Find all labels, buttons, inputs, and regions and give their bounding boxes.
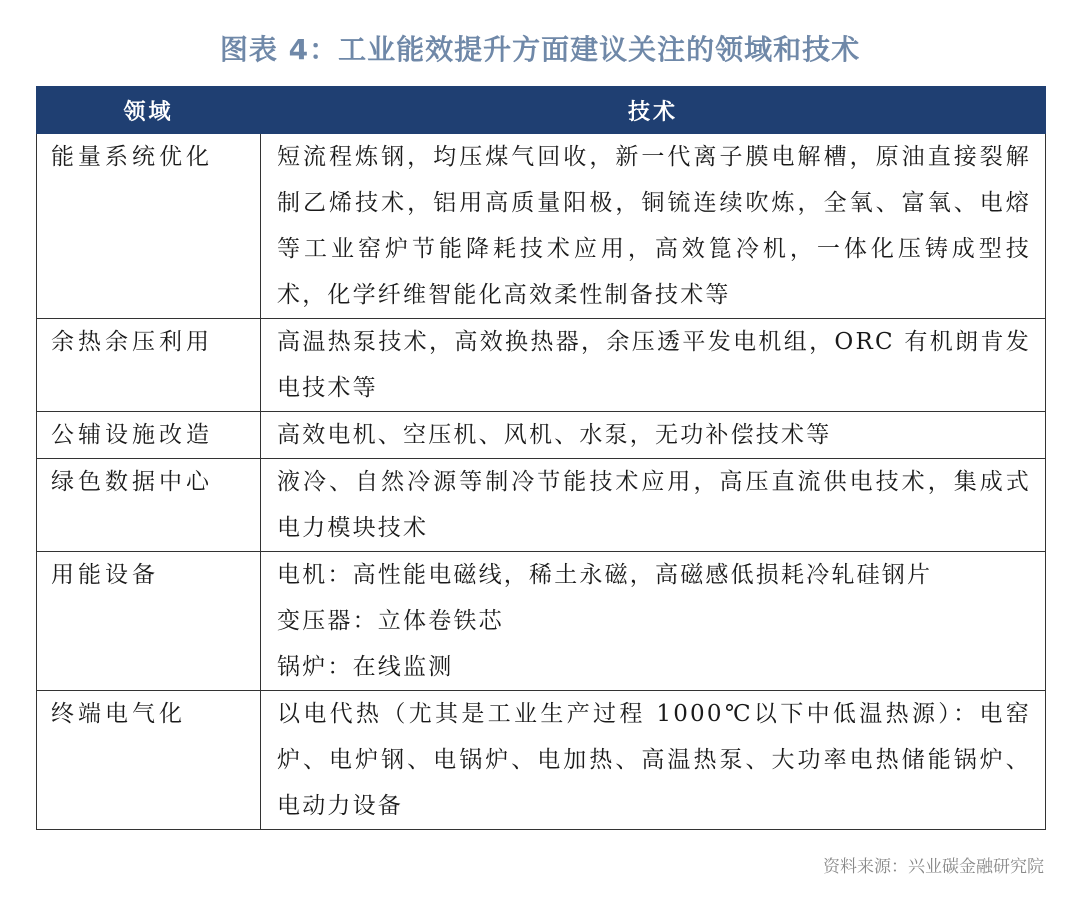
table-header-row: [37, 87, 1046, 134]
table-row: [37, 319, 1046, 412]
technology-cell: [261, 459, 1046, 552]
technology-cell: [261, 552, 1046, 691]
table-row: [37, 412, 1046, 459]
table-row: [37, 691, 1046, 830]
source-note: 资料来源：兴业碳金融研究院: [823, 857, 1044, 877]
technology-cell: [261, 134, 1046, 319]
header-technology: 技术: [261, 87, 1046, 134]
domain-cell: 绿色数据中心: [37, 459, 261, 552]
technology-cell: [261, 319, 1046, 412]
technology-cell: [261, 412, 1046, 459]
technology-text: 以电代热（尤其是工业生产过程 1000℃以下中低温热源）：电窑炉、电炉钢、电锅炉、电加热、高温热泵、大功率电热储能锅炉、电动力设备: [277, 701, 1031, 819]
technology-text: 变压器：立体卷铁芯: [277, 608, 504, 634]
table-row: [37, 459, 1046, 552]
domain-cell: 能量系统优化: [37, 134, 261, 319]
tech-table: [36, 86, 1046, 830]
technology-cell: [261, 691, 1046, 830]
technology-text: 锅炉：在线监测: [277, 654, 454, 680]
technology-text: 高效电机、空压机、风机、水泵，无功补偿技术等: [277, 422, 832, 448]
domain-cell: 公辅设施改造: [37, 412, 261, 459]
table-row: [37, 552, 1046, 691]
domain-cell: 用能设备: [37, 552, 261, 691]
table-row: [37, 134, 1046, 319]
figure-title: 图表 4：工业能效提升方面建议关注的领域和技术: [219, 33, 861, 66]
header-domain: 领域: [37, 87, 261, 134]
domain-cell: 终端电气化: [37, 691, 261, 830]
technology-text: 高温热泵技术，高效换热器，余压透平发电机组，ORC 有机朗肯发电技术等: [277, 329, 1031, 401]
technology-text: 短流程炼钢，均压煤气回收，新一代离子膜电解槽，原油直接裂解制乙烯技术，铝用高质量阳极，铜锍连续吹炼，全氧、富氧、电熔等工业窑炉节能降耗技术应用，高效箟冷机，一体化压铸成型技术，化学纤维智能化高效柔性制备技术等: [277, 144, 1031, 308]
domain-cell: 余热余压利用: [37, 319, 261, 412]
technology-text: 电机：高性能电磁线，稀土永磁，高磁感低损耗冷轧硅钢片: [277, 562, 933, 588]
technology-text: 液冷、自然冷源等制冷节能技术应用，高压直流供电技术，集成式电力模块技术: [277, 469, 1031, 541]
